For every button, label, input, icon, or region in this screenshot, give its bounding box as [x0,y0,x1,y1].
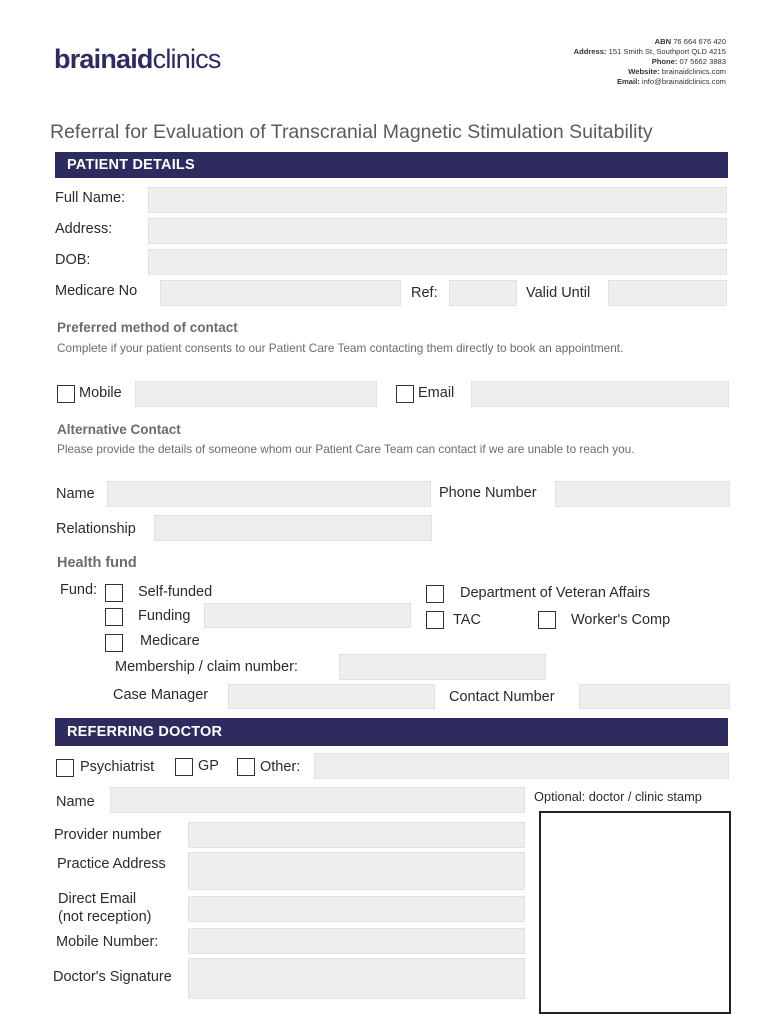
referring-doctor-header: REFERRING DOCTOR [55,718,728,746]
address-label: Address: [573,47,607,56]
contact-number-label: Contact Number [449,689,555,705]
case-manager-label: Case Manager [113,687,209,703]
other-field[interactable] [314,753,729,779]
brainaid-logo [54,44,221,75]
dob-label: DOB: [55,252,91,268]
website-value: brainaidclinics.com [661,67,726,76]
mobile-field[interactable] [135,381,377,407]
email-value: info@brainaidclinics.com [641,77,726,86]
mobile-number-label: Mobile Number: [56,934,159,950]
funding-label: Funding [138,608,191,624]
valid-until-field[interactable] [608,280,727,306]
direct-email-sublabel: (not reception) [58,909,152,925]
doctor-stamp-box[interactable] [539,811,731,1014]
signature-field[interactable] [188,958,525,999]
direct-email-label: Direct Email [58,891,137,907]
gp-checkbox[interactable] [175,758,193,776]
mobile-label: Mobile [79,385,122,401]
practice-address-label: Practice Address [57,856,166,872]
address-field[interactable] [148,218,727,244]
other-label: Other: [260,759,301,775]
medicare-checkbox[interactable] [105,634,123,652]
doctor-name-label: Name [56,794,95,810]
gp-label: GP [198,758,219,774]
psychiatrist-label: Psychiatrist [80,759,155,775]
dob-field[interactable] [148,249,727,275]
alternative-contact-heading: Alternative Contact [57,422,181,437]
other-checkbox[interactable] [237,758,255,776]
mobile-checkbox[interactable] [57,385,75,403]
logo-part-clinics: clinics [152,44,221,74]
tac-checkbox[interactable] [426,611,444,629]
tac-label: TAC [453,612,481,628]
psychiatrist-checkbox[interactable] [56,759,74,777]
health-fund-heading: Health fund [57,555,137,571]
abn-label: ABN [654,37,672,46]
logo-part-brain: brain [54,44,117,74]
stamp-note: Optional: doctor / clinic stamp [534,789,702,804]
dva-label: Department of Veteran Affairs [460,585,650,601]
address-label: Address: [55,221,113,237]
mobile-number-field[interactable] [188,928,525,954]
signature-label: Doctor's Signature [53,969,172,985]
doctor-name-field[interactable] [110,787,525,813]
direct-email-field[interactable] [188,896,525,922]
contact-method-note: Complete if your patient consents to our Patient Care Team contacting them directly to book an appointment. [57,341,624,355]
valid-until-label: Valid Until [526,285,591,301]
workers-comp-checkbox[interactable] [538,611,556,629]
clinic-contact-block [574,37,726,87]
email-field[interactable] [471,381,729,407]
phone-value: 07 5662 3883 [679,57,726,66]
contact-method-heading: Preferred method of contact [57,320,238,335]
alt-phone-label: Phone Number [439,485,537,501]
medicare-fund-label: Medicare [140,633,200,649]
medicare-label: Medicare No [55,283,138,299]
ref-field[interactable] [449,280,517,306]
provider-number-label: Provider number [54,827,162,843]
logo-part-aid: aid [116,44,153,74]
page-title: Referral for Evaluation of Transcranial Magnetic Stimulation Suitability [50,121,653,143]
funding-field[interactable] [204,603,411,628]
email-label: Email [418,385,455,401]
fund-label: Fund: [60,582,98,598]
relationship-label: Relationship [56,521,136,537]
funding-checkbox[interactable] [105,608,123,626]
provider-number-field[interactable] [188,822,525,848]
alternative-contact-note: Please provide the details of someone whom our Patient Care Team can contact if we are unable to reach you. [57,442,635,456]
practice-address-field[interactable] [188,852,525,890]
dva-checkbox[interactable] [426,585,444,603]
case-manager-field[interactable] [228,684,435,709]
ref-label: Ref: [411,285,438,301]
patient-details-header: PATIENT DETAILS [55,152,728,178]
alt-name-label: Name [56,486,95,502]
alt-name-field[interactable] [107,481,431,507]
email-label: Email: [616,77,640,86]
website-label: Website: [628,67,660,76]
abn-value: 76 664 676 420 [673,37,726,46]
full-name-label: Full Name: [55,190,126,206]
full-name-field[interactable] [148,187,727,213]
relationship-field[interactable] [154,515,432,541]
contact-number-field[interactable] [579,684,730,709]
membership-field[interactable] [339,654,546,680]
email-checkbox[interactable] [396,385,414,403]
phone-label: Phone: [651,57,678,66]
medicare-field[interactable] [160,280,401,306]
alt-phone-field[interactable] [555,481,730,507]
workers-comp-label: Worker's Comp [571,612,671,628]
address-value: 151 Smith St, Southport QLD 4215 [608,47,726,56]
self-funded-label: Self-funded [138,584,213,600]
self-funded-checkbox[interactable] [105,584,123,602]
membership-label: Membership / claim number: [115,659,298,675]
